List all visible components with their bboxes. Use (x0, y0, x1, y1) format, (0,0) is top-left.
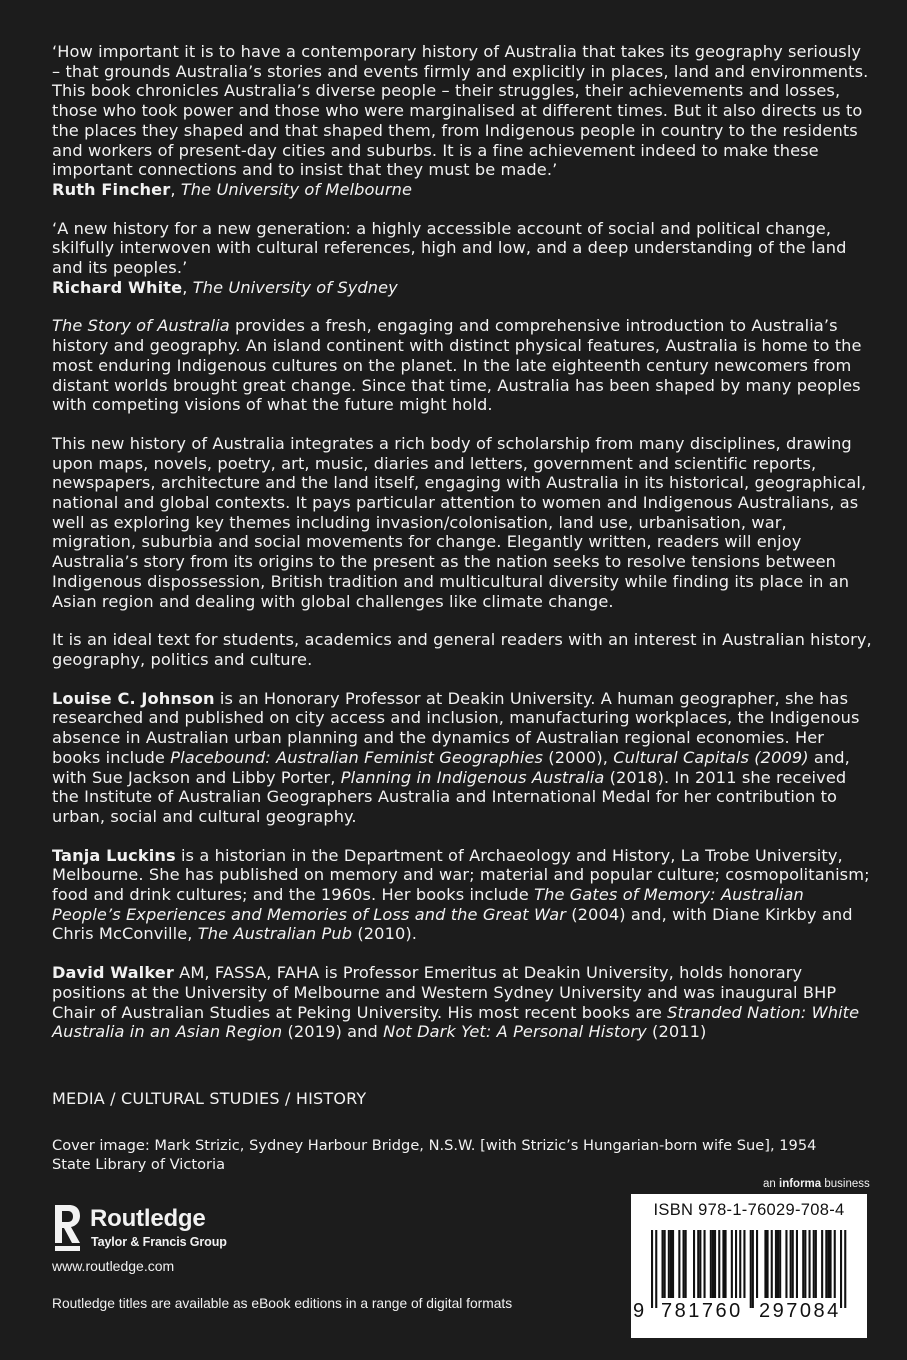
barcode-bar (712, 1230, 714, 1298)
quote-fincher: ‘How important it is to have a contemporary history of Australia that takes its geography seriously – that grounds Australia’s stories and events firmly and explicitly in places, land and environments. This book chronicles Australia’s diverse people – their struggles, their achievements and losses, those who took power and those who were marginalised at different times. But it also directs us to the places they shaped and that shaped them, from Indigenous people in country to the residents and workers of present-day cities and suburbs. It is a fine achievement indeed to make these important connections and to insist that they must be made.’ Ruth Fincher, The University of Melbourne (52, 42, 869, 199)
book-title: Planning in Indigenous Australia (340, 767, 605, 787)
barcode-bar (685, 1230, 687, 1298)
barcode-bar (750, 1230, 752, 1308)
informa-prefix: an (763, 1178, 779, 1190)
quote-affiliation: The University of Melbourne (180, 179, 413, 199)
blurb-text: provides a fresh, engaging and comprehensive introduction to Australia’s history and geography. An island continent with distinct physical features, Australia is home to the most enduring Indigenous cultures on the planet. In the late eighteenth century newcomers from distant worlds brought great change. Since that time, Australia has been shaped by many peoples with competing visions of what the future might hold. (52, 316, 862, 415)
barcode-bar (827, 1230, 829, 1298)
barcode-bar (662, 1230, 664, 1298)
barcode-bar (777, 1230, 779, 1298)
barcode-bar (785, 1230, 787, 1298)
author-name: Louise C. Johnson (52, 688, 215, 708)
publisher-group: Taylor & Francis Group (91, 1235, 227, 1249)
barcode-bar (813, 1230, 815, 1298)
author-name: Tanja Luckins (52, 845, 176, 865)
barcode-bar (752, 1230, 754, 1308)
blurb-audience: It is an ideal text for students, academics and general readers with an interest in Australian history, geography, politics and culture. (52, 630, 872, 669)
bio-text: (2010). (352, 924, 418, 944)
isbn-number: ISBN 978-1-76029-708-4 (653, 1201, 845, 1219)
barcode-bar (651, 1230, 653, 1308)
bio-text: (2004) and, with Diane Kirkby and Chris McConville, (52, 904, 853, 944)
bio-text: is a historian in the Department of Archaeology and History, La Trobe University, Melbourne. She has published on memory and war; material and popular culture; cosmopolitanism; food and drink cultures; and the 1960s. Her books include (52, 845, 870, 905)
book-title: Placebound: Australian Feminist Geographies (170, 747, 544, 767)
bio-text: is an Honorary Professor at Deakin University. A human geographer, she has researched and published on city access and inclusion, manufacturing workplaces, the Indigenous absence in Australian urban planning and the dynamics of Australian regional economies. Her books include (52, 688, 860, 767)
barcode-bar (756, 1230, 758, 1298)
barcode-bar (767, 1230, 769, 1298)
barcode-bar (668, 1230, 670, 1298)
blurb-scholarship: This new history of Australia integrates a rich body of scholarship from many disciplines, drawing upon maps, novels, poetry, art, music, diaries and letters, government and scientific reports, newspapers, architecture and the land itself, engaging with Australia in its historical, geographical, national and global contexts. It pays particular attention to women and Indigenous Australians, as well as exploring key themes including invasion/colonisation, land use, urbanisation, war, migration, suburbia and social movements for change. Elegantly written, readers will enjoy Australia’s story from its origins to the present as the nation seeks to resolve tensions between Indigenous dispossession, British tradition and multicultural diversity while finding its place in an Asian region and dealing with global challenges like climate change. (52, 433, 867, 611)
barcode-icon (651, 1230, 851, 1308)
bio-text: AM, FASSA, FAHA is Professor Emeritus at Deakin University, holds honorary positions at the University of Melbourne and Western Sydney University and was inaugural BHP Chair of Australian Studies at Peking University. His most recent books are (52, 963, 837, 1022)
barcode-bar (821, 1230, 823, 1298)
book-title: The Australian Pub (197, 924, 353, 944)
barcode-bar (771, 1230, 773, 1298)
bio-walker (52, 963, 872, 1042)
barcode-bar (815, 1230, 817, 1298)
barcode-bar (790, 1230, 792, 1298)
book-title: Cultural Capitals (2009) (613, 747, 809, 767)
barcode-bar (710, 1230, 712, 1298)
barcode-bar (796, 1230, 798, 1298)
blurb-intro (52, 316, 872, 415)
barcode-bar (735, 1230, 737, 1298)
barcode-bar (834, 1230, 836, 1298)
barcode-bar (664, 1230, 666, 1298)
barcode-bar (840, 1230, 842, 1308)
quote-affiliation: The University of Sydney (192, 277, 398, 297)
barcode-group-left: 781760 (661, 1300, 743, 1322)
barcode-bar (779, 1230, 781, 1298)
subject-category: MEDIA / CULTURAL STUDIES / HISTORY (52, 1089, 367, 1108)
bio-text: (2018). In 2011 she received the Institute of Australian Geographers Australia and International Medal for her contribution to urban, social and cultural geography. (52, 767, 847, 826)
barcode-bar (844, 1230, 846, 1308)
routledge-r-icon (52, 1203, 82, 1253)
informa-brand: informa (779, 1178, 822, 1190)
author-name: David Walker (52, 963, 174, 983)
book-title: Stranded Nation: White Australia in an Asian Region (52, 1002, 860, 1042)
barcode-bar (743, 1230, 745, 1298)
barcode-bar (764, 1230, 766, 1298)
quote-white: ‘A new history for a new generation: a highly accessible account of social and political change, skilfully interwoven with cultural references, high and low, and a deep understanding of the land and its peoples.’ Richard White, The University of Sydney (52, 218, 847, 297)
barcode-bar (830, 1230, 832, 1298)
barcode-bar (704, 1230, 706, 1298)
barcode-group-right: 297084 (759, 1300, 841, 1322)
routledge-logo (52, 1203, 252, 1255)
barcode-bar (670, 1230, 672, 1298)
barcode-bar (693, 1230, 695, 1298)
barcode-bar (825, 1230, 827, 1298)
publisher-website[interactable]: www.routledge.com (52, 1258, 175, 1274)
bio-luckins (52, 846, 872, 945)
bio-johnson (52, 689, 872, 827)
barcode-bar (775, 1230, 777, 1298)
cover-image-credit: Cover image: Mark Strizic, Sydney Harbour Bridge, N.S.W. [with Strizic’s Hungarian-born wife Sue], 1954 State Library of Victoria (52, 1137, 817, 1173)
isbn-barcode (631, 1194, 867, 1338)
bio-text: and, with Sue Jackson and Libby Porter, (52, 747, 850, 787)
barcode-bar (802, 1230, 804, 1298)
barcode-bar (672, 1230, 674, 1298)
barcode-bar (739, 1230, 741, 1298)
barcode-bar (697, 1230, 699, 1298)
quote-author: Richard White (52, 277, 183, 297)
book-title: The Story of Australia (52, 316, 230, 336)
quote-text: ‘A new history for a new generation: a highly accessible account of social and political change, skilfully interwoven with cultural references, high and low, and a deep understanding of the land and its peoples.’ (52, 218, 847, 278)
bio-text: (2019) and (282, 1022, 384, 1042)
bio-text: (2011) (646, 1022, 707, 1042)
bio-text: (2000), (543, 747, 614, 767)
quote-author: Ruth Fincher (52, 179, 171, 199)
barcode-bar (678, 1230, 680, 1298)
barcode-bar (714, 1230, 716, 1298)
barcode-bar (722, 1230, 724, 1298)
barcode-bar (725, 1230, 727, 1298)
barcode-bar (731, 1230, 733, 1298)
quote-text: ‘How important it is to have a contemporary history of Australia that takes its geography seriously – that grounds Australia’s stories and events firmly and explicitly in places, land and environments. This book chronicles Australia’s diverse people – their struggles, their achievements and losses, those who took power and those who were marginalised at different times. But it also directs us to the places they shaped and that shaped them, from Indigenous people in country to the residents and workers of present-day cities and suburbs. It is a fine achievement indeed to make these important connections and to insist that they must be made.’ (52, 42, 869, 180)
barcode-bar (809, 1230, 811, 1298)
ebook-note: Routledge titles are available as eBook editions in a range of digital formats (52, 1296, 513, 1311)
main-text (52, 42, 872, 1061)
barcode-bar (792, 1230, 794, 1298)
informa-tagline (763, 1178, 870, 1190)
barcode-bar (655, 1230, 657, 1308)
barcode-bar (699, 1230, 701, 1298)
book-title: Not Dark Yet: A Personal History (383, 1022, 647, 1042)
publisher-name: Routledge (90, 1205, 206, 1232)
informa-suffix: business (821, 1178, 870, 1190)
barcode-bar (718, 1230, 720, 1298)
book-title: The Gates of Memory: Australian People’s Experiences and Memories of Loss and the Great War (52, 885, 804, 924)
barcode-bar (683, 1230, 685, 1298)
barcode-bar (804, 1230, 806, 1298)
barcode-lead-digit: 9 (633, 1300, 645, 1322)
